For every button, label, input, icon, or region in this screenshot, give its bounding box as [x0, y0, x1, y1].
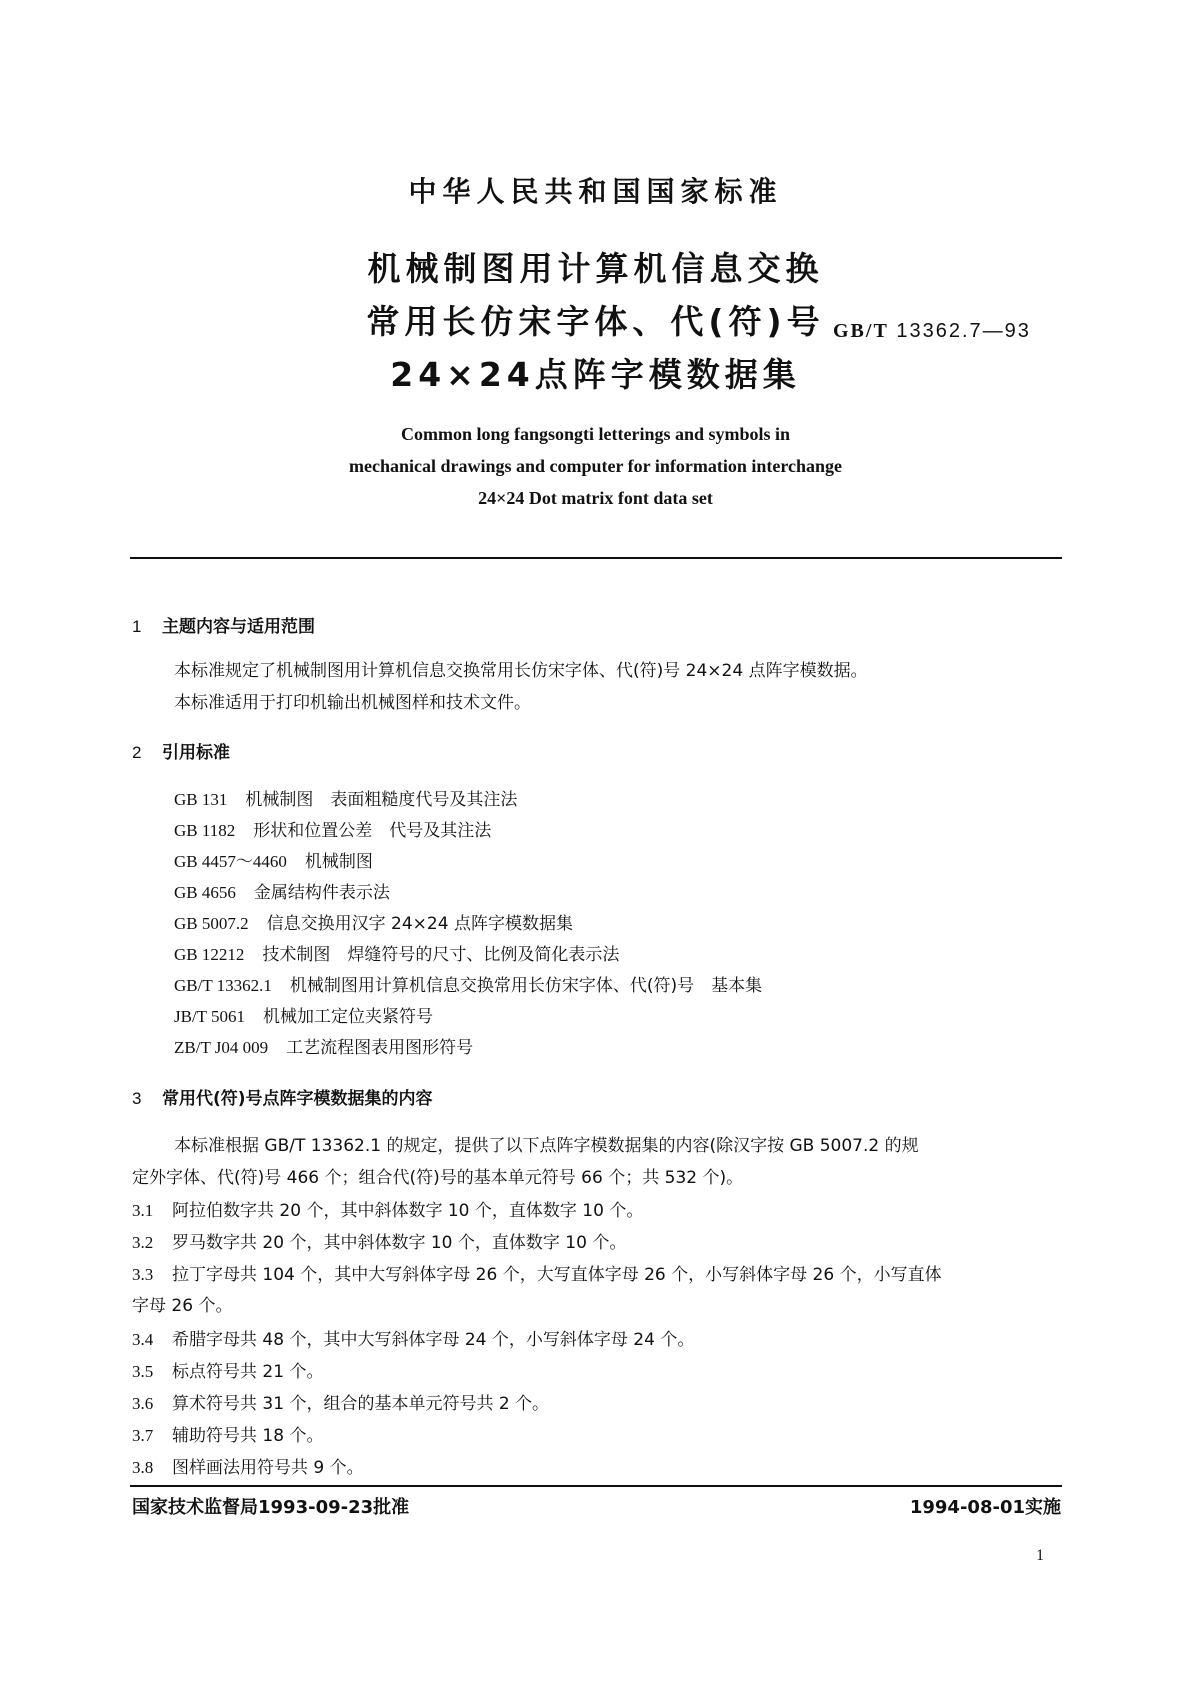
approval-date: 国家技术监督局1993-09-23批准	[132, 1497, 410, 1518]
subsection-item	[132, 1421, 323, 1446]
subsection-item	[132, 1389, 549, 1414]
english-title	[0, 418, 1191, 514]
section-2-number: 2	[132, 743, 142, 762]
section-2-heading	[132, 738, 230, 763]
section-1-title: 主题内容与适用范围	[162, 617, 315, 637]
subsection-text: 辅助符号共 18 个。	[172, 1426, 324, 1446]
reference-code: GB 131	[174, 790, 228, 809]
subsection-text: 拉丁字母共 104 个，其中大写斜体字母 26 个，大写直体字母 26 个，小写斜体字母 26 个，小写直体	[172, 1265, 942, 1285]
reference-title: 技术制图 焊缝符号的尺寸、比例及简化表示法	[262, 945, 620, 965]
reference-item	[174, 1033, 473, 1058]
reference-title: 机械加工定位夹紧符号	[263, 1007, 434, 1027]
reference-title: 工艺流程图表用图形符号	[286, 1038, 474, 1058]
reference-code: GB 1182	[174, 821, 236, 840]
subsection-number: 3.8	[132, 1458, 154, 1477]
section-1-heading	[132, 612, 315, 637]
reference-code: ZB/T J04 009	[174, 1038, 269, 1057]
subsection-number: 3.1	[132, 1201, 154, 1220]
reference-item	[174, 940, 619, 965]
reference-item	[174, 847, 373, 872]
section-2-title: 引用标准	[162, 743, 230, 763]
reference-item	[174, 1002, 433, 1027]
subsection-item	[132, 1453, 364, 1478]
reference-code: GB 4656	[174, 883, 236, 902]
section-3-number: 3	[132, 1089, 142, 1108]
subsection-number: 3.3	[132, 1265, 154, 1284]
subsection-continuation: 字母 26 个。	[132, 1296, 233, 1316]
subsection-item	[132, 1196, 643, 1221]
reference-item	[174, 785, 517, 810]
reference-code: JB/T 5061	[174, 1007, 246, 1026]
title-line-3: 24×24点阵字模数据集	[390, 355, 801, 394]
reference-code: GB 4457～4460	[174, 852, 287, 871]
subsection-item	[132, 1325, 694, 1350]
reference-code: GB 12212	[174, 945, 245, 964]
section-1-paragraph: 本标准规定了机械制图用计算机信息交换常用长仿宋字体、代(符)号 24×24 点阵字模数据。	[174, 661, 868, 681]
page-number: 1	[1036, 1547, 1044, 1564]
english-title-line-1: Common long fangsongti letterings and symbols in	[400, 424, 791, 444]
title-line-2: 常用长仿宋字体、代(符)号	[366, 302, 825, 341]
subsection-text: 阿拉伯数字共 20 个，其中斜体数字 10 个，直体数字 10 个。	[172, 1201, 644, 1221]
section-3-intro-line-2: 定外字体、代(符)号 466 个；组合代(符)号的基本单元符号 66 个；共 532 个)。	[132, 1168, 744, 1188]
section-3-title: 常用代(符)号点阵字模数据集的内容	[162, 1089, 433, 1109]
subsection-text: 希腊字母共 48 个，其中大写斜体字母 24 个，小写斜体字母 24 个。	[172, 1330, 695, 1350]
standard-code	[833, 320, 1031, 343]
subsection-item	[132, 1357, 323, 1382]
subsection-number: 3.5	[132, 1362, 154, 1381]
reference-item	[174, 971, 762, 996]
reference-title: 机械制图 表面粗糙度代号及其注法	[245, 790, 518, 810]
standard-code-number: 13362.7—93	[896, 320, 1031, 342]
subsection-number: 3.7	[132, 1426, 154, 1445]
reference-title: 机械制图	[304, 852, 373, 872]
subsection-text: 算术符号共 31 个，组合的基本单元符号共 2 个。	[172, 1394, 550, 1414]
footer-divider	[130, 1485, 1062, 1487]
reference-title: 机械制图用计算机信息交换常用长仿宋字体、代(符)号 基本集	[289, 976, 763, 996]
implementation-date: 1994-08-01实施	[909, 1497, 1061, 1518]
reference-code: GB/T 13362.1	[174, 976, 272, 995]
header-divider	[130, 557, 1062, 559]
english-title-line-2: mechanical drawings and computer for information interchange	[349, 456, 842, 476]
section-1-paragraph: 本标准适用于打印机输出机械图样和技术文件。	[174, 693, 531, 713]
standard-code-prefix: GB/T	[833, 320, 889, 342]
national-standard-label: 中华人民共和国国家标准	[408, 175, 783, 208]
english-title-line-3: 24×24 Dot matrix font data set	[478, 488, 713, 508]
subsection-text: 标点符号共 21 个。	[172, 1362, 324, 1382]
reference-item	[174, 878, 390, 903]
section-3-heading	[132, 1084, 433, 1109]
subsection-number: 3.2	[132, 1233, 154, 1252]
reference-item	[174, 909, 573, 934]
section-3-intro-line-1: 本标准根据 GB/T 13362.1 的规定，提供了以下点阵字模数据集的内容(除汉字按 GB 5007.2 的规	[174, 1136, 919, 1156]
subsection-item	[132, 1228, 626, 1253]
reference-title: 形状和位置公差 代号及其注法	[253, 821, 492, 841]
reference-title: 信息交换用汉字 24×24 点阵字模数据集	[266, 914, 573, 934]
subsection-text: 罗马数字共 20 个，其中斜体数字 10 个，直体数字 10 个。	[172, 1233, 627, 1253]
subsection-item	[132, 1260, 942, 1285]
title-line-1: 机械制图用计算机信息交换	[367, 249, 824, 288]
section-1-number: 1	[132, 617, 142, 636]
reference-title: 金属结构件表示法	[253, 883, 390, 903]
reference-item	[174, 816, 491, 841]
subsection-text: 图样画法用符号共 9 个。	[172, 1458, 364, 1478]
subsection-number: 3.4	[132, 1330, 154, 1349]
reference-code: GB 5007.2	[174, 914, 249, 933]
subsection-number: 3.6	[132, 1394, 154, 1413]
